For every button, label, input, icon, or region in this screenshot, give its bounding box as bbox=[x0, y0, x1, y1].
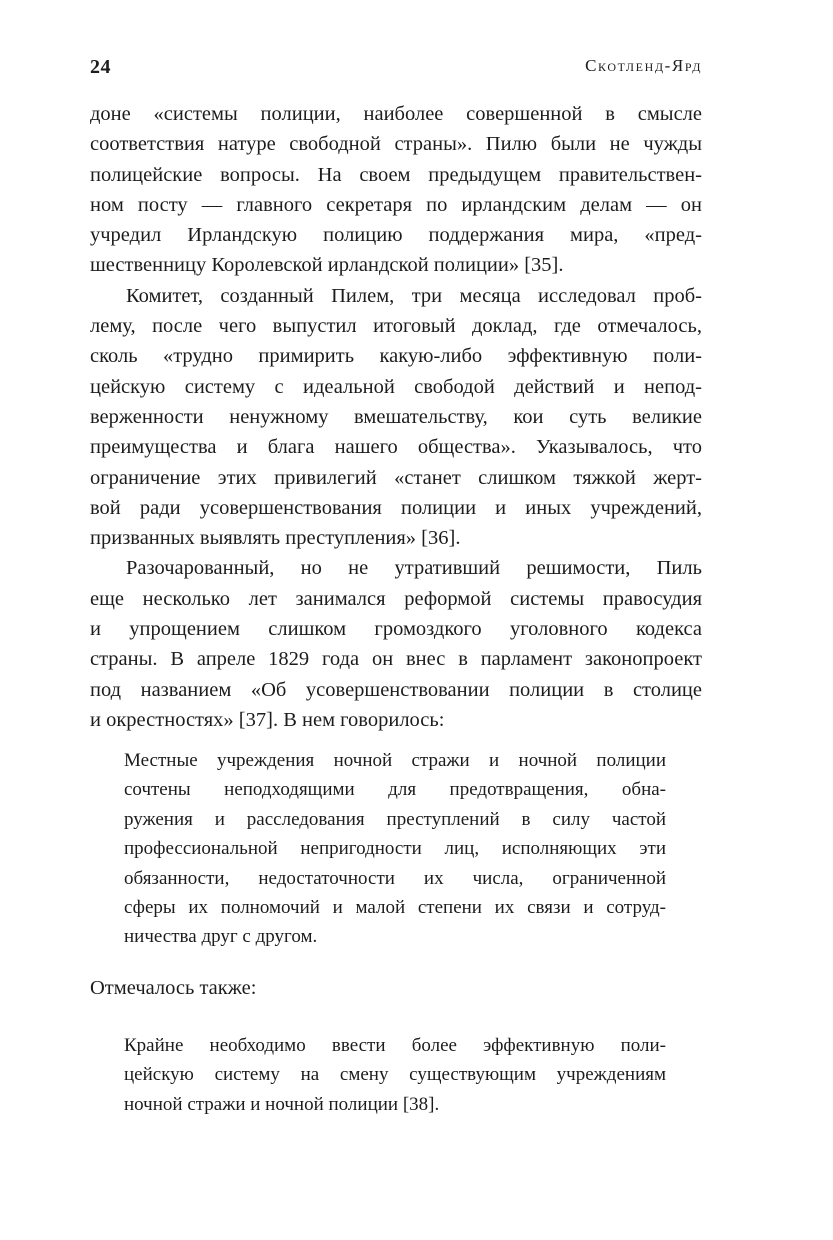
text-line: вой ради усовершенствования полиции и иных учреждений, bbox=[90, 496, 702, 519]
running-title: Скотленд-Ярд bbox=[585, 56, 702, 75]
text-line: Разочарованный, но не утративший решимости, Пиль bbox=[126, 557, 702, 580]
text-line: ограничение этих привилегий «станет слишком тяжкой жерт- bbox=[90, 466, 702, 489]
quote-line: Крайне необходимо ввести более эффективную поли- bbox=[124, 1035, 666, 1056]
paragraph-between-quotes bbox=[90, 973, 702, 1003]
block-quote bbox=[124, 746, 666, 952]
page-number: 24 bbox=[90, 56, 111, 78]
text-line: под названием «Об усовершенствовании полиции в столице bbox=[90, 678, 702, 701]
running-head bbox=[90, 50, 702, 84]
text-line: призванных выявлять преступления» [36]. bbox=[90, 527, 461, 550]
body-text bbox=[90, 99, 702, 735]
quote-line: ночной стражи и ночной полиции [38]. bbox=[124, 1093, 440, 1115]
text-line: и упрощением слишком громоздкого уголовного кодекса bbox=[90, 618, 702, 641]
quote-line: ничества друг с другом. bbox=[124, 926, 318, 948]
quote-line: профессиональной непригодности лиц, исполняющих эти bbox=[124, 838, 666, 860]
quote-line: сочтены неподходящими для предотвращения, обна- bbox=[124, 779, 666, 801]
text-line: верженности ненужному вмешательству, кои суть великие bbox=[90, 405, 702, 428]
text-line: соответствия натуре свободной страны». Пилю были не чужды bbox=[90, 133, 702, 156]
block-quote bbox=[124, 1031, 666, 1119]
text-line: шественницу Королевской ирландской полиции» [35]. bbox=[90, 254, 564, 277]
text-line: доне «системы полиции, наиболее совершенной в смысле bbox=[90, 103, 702, 125]
text-line: ном посту — главного секретаря по ирландским делам — он bbox=[90, 193, 702, 216]
quote-line: обязанности, недостаточности их числа, ограниченной bbox=[124, 867, 666, 889]
quote-line: цейскую систему на смену существующим учреждениям bbox=[124, 1064, 666, 1086]
text-line: учредил Ирландскую полицию поддержания мира, «пред- bbox=[90, 224, 702, 247]
text-line: Комитет, созданный Пилем, три месяца исследовал проб- bbox=[126, 284, 702, 307]
text-line: страны. В апреле 1829 года он внес в парламент законопроект bbox=[90, 648, 702, 671]
quote-line: сферы их полномочий и малой степени их связи и сотруд- bbox=[124, 896, 666, 918]
text-line: цейскую систему с идеальной свободой действий и непод- bbox=[90, 375, 702, 398]
paragraph bbox=[90, 281, 702, 554]
text-line: преимущества и блага нашего общества». Указывалось, что bbox=[90, 436, 702, 459]
quote-line: ружения и расследования преступлений в силу частой bbox=[124, 808, 666, 830]
paragraph bbox=[90, 553, 702, 735]
quote-line: Местные учреждения ночной стражи и ночной полиции bbox=[124, 750, 666, 771]
text-line: лему, после чего выпустил итоговый доклад, где отмечалось, bbox=[90, 315, 702, 338]
text-line: еще несколько лет занимался реформой системы правосудия bbox=[90, 587, 702, 610]
text-line: сколь «трудно примирить какую-либо эффективную поли- bbox=[90, 345, 702, 368]
paragraph bbox=[90, 99, 702, 281]
text-line: и окрестностях» [37]. В нем говорилось: bbox=[90, 708, 445, 731]
text-line: полицейские вопросы. На своем предыдущем правительствен- bbox=[90, 163, 702, 186]
text-line: Отмечалось также: bbox=[90, 977, 257, 999]
